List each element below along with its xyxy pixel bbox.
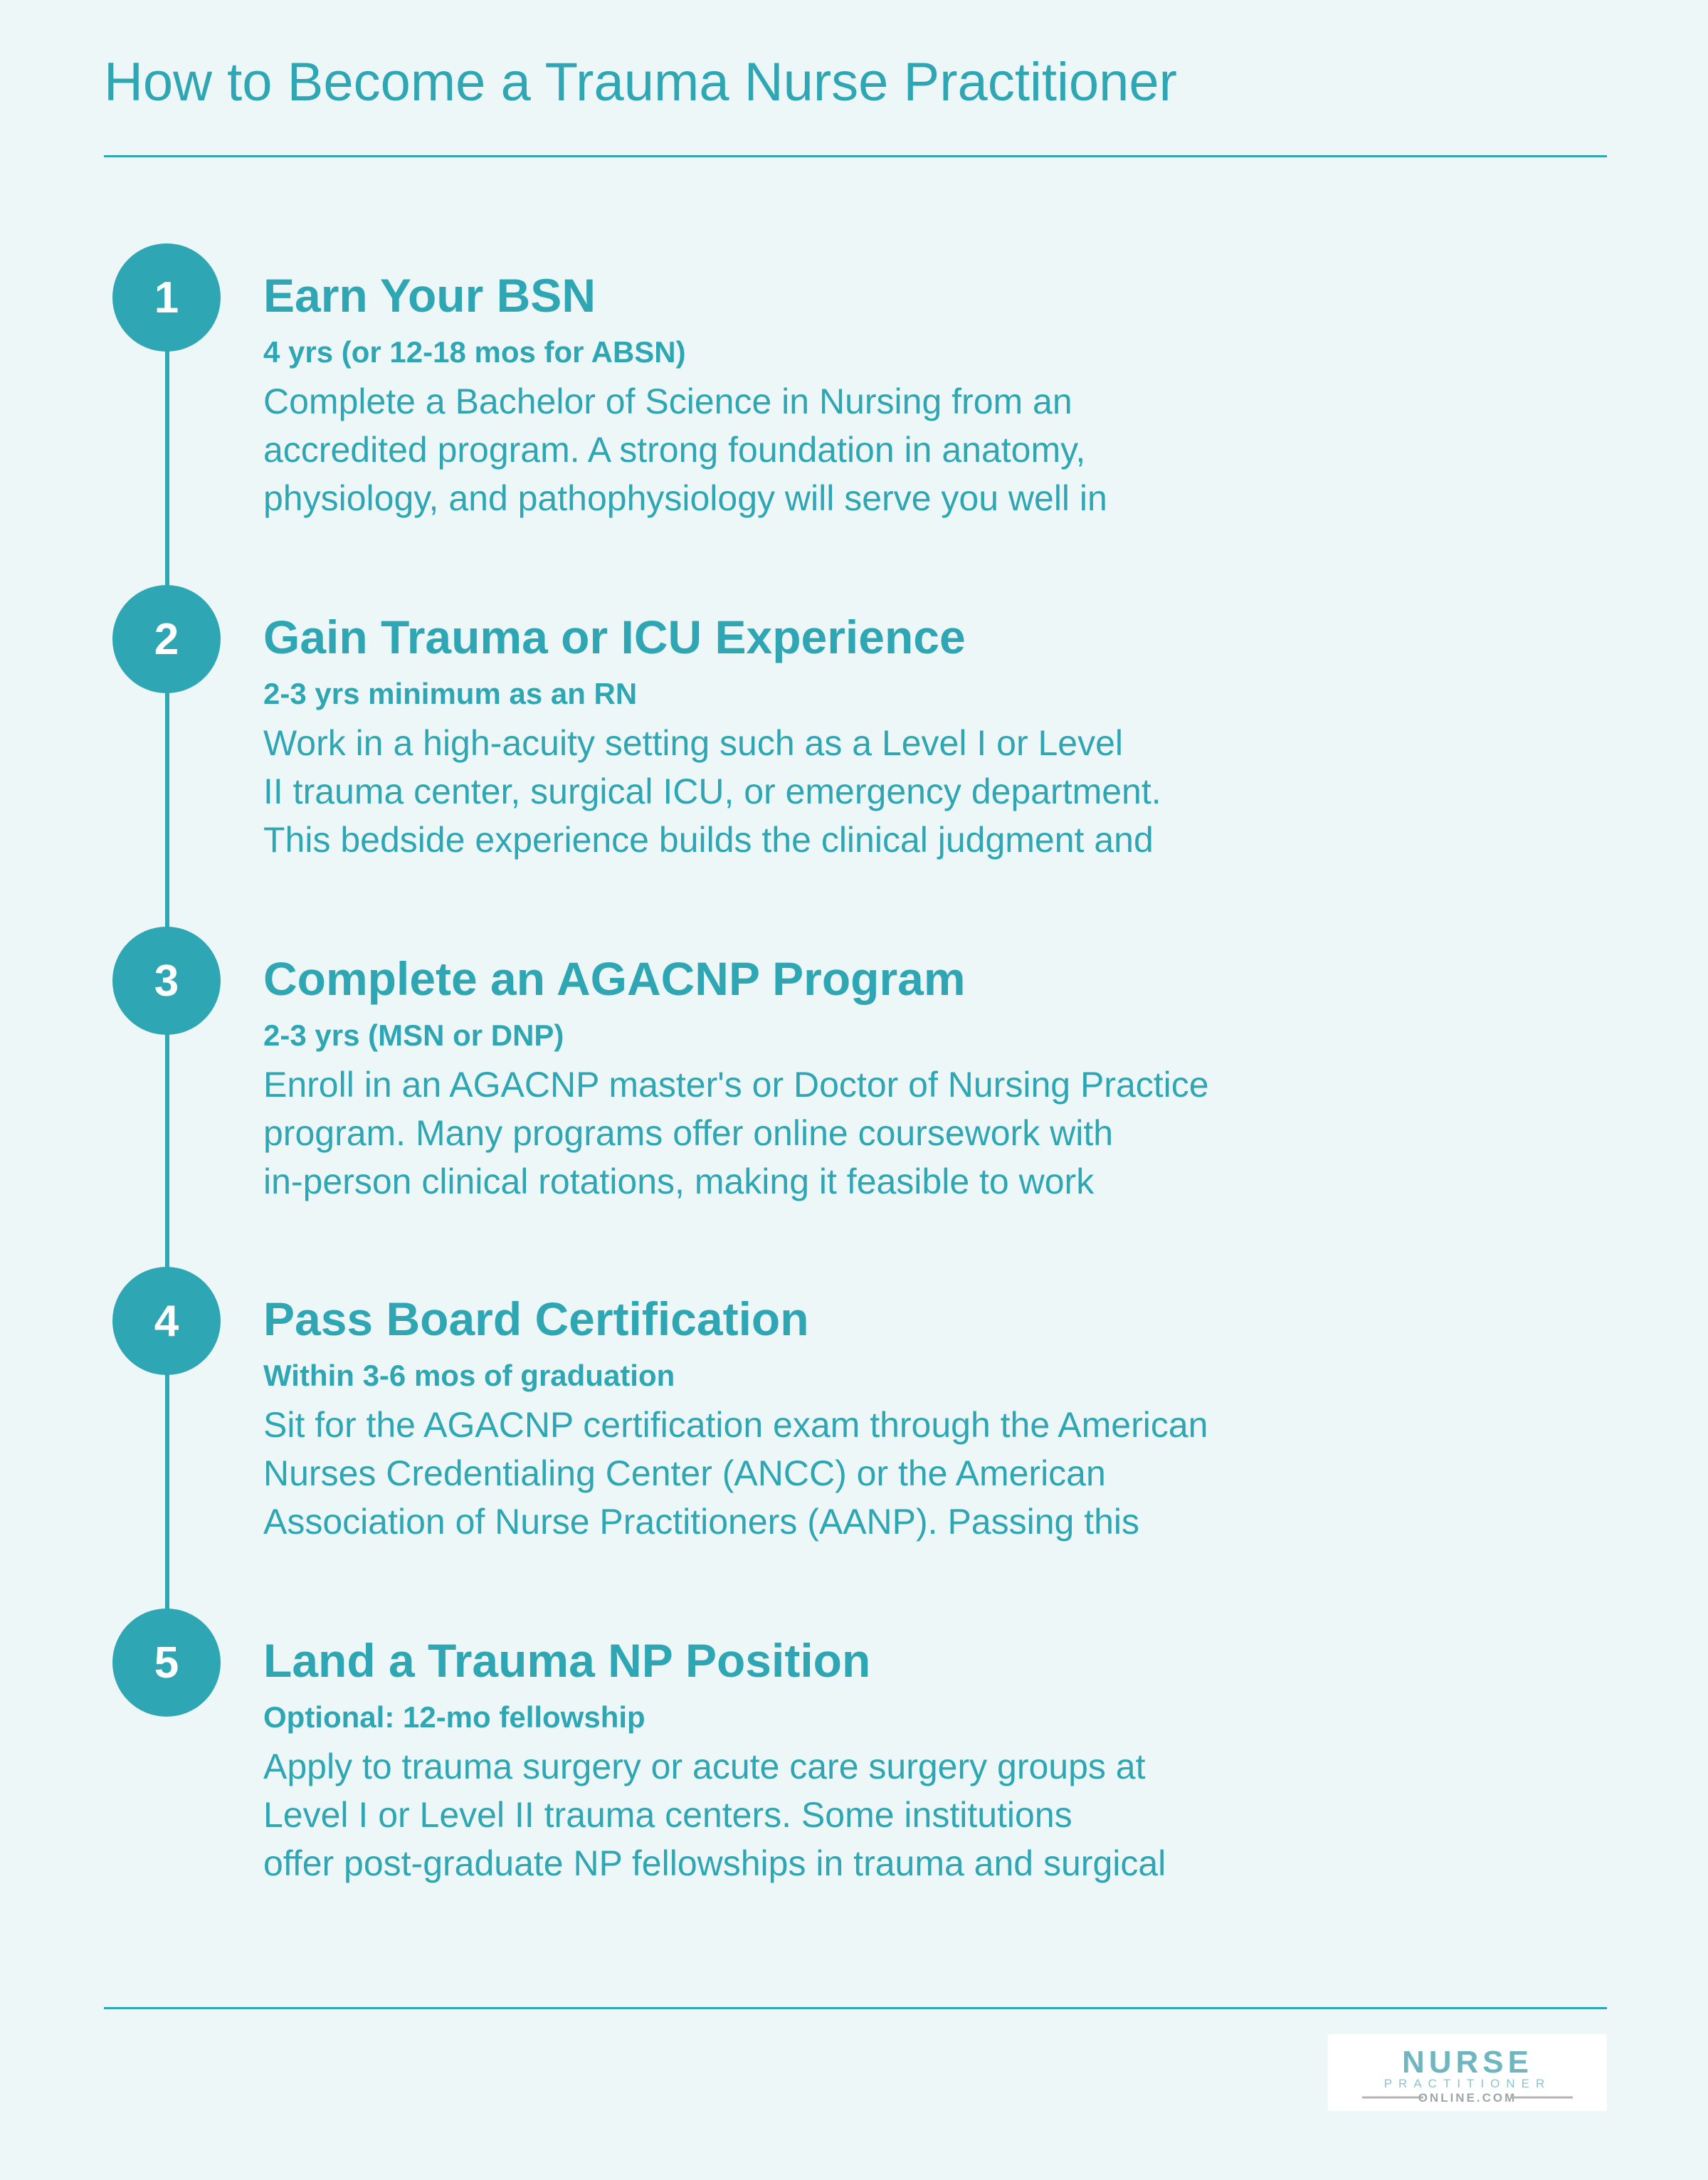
step-description-line: Level I or Level II trauma centers. Some institutions	[263, 1795, 1072, 1835]
step-description-line: This bedside experience builds the clinical judgment and	[263, 820, 1154, 860]
step-duration: 2-3 yrs minimum as an RN	[263, 677, 638, 710]
step-description	[263, 377, 1107, 522]
page-title: How to Become a Trauma Nurse Practitioner	[104, 52, 1177, 112]
step-title: Earn Your BSN	[263, 269, 596, 322]
step-number-badge: 3	[112, 927, 221, 1035]
step-description-line: in-person clinical rotations, making it feasible to work	[263, 1162, 1095, 1201]
step-number-badge: 5	[112, 1608, 221, 1717]
step-description-line: II trauma center, surgical ICU, or emergency department.	[263, 772, 1161, 811]
step-description-line: accredited program. A strong foundation in anatomy,	[263, 430, 1086, 470]
step-number-badge: 2	[112, 585, 221, 693]
step-description-line: program. Many programs offer online coursework with	[263, 1113, 1114, 1153]
footer-divider	[104, 2007, 1607, 2009]
logo-subtitle: PRACTITIONER	[1383, 2077, 1551, 2090]
step-number-badge: 4	[112, 1267, 221, 1375]
brand-logo	[1328, 2034, 1607, 2111]
step-duration: Within 3-6 mos of graduation	[263, 1359, 675, 1392]
step-description-line: Enroll in an AGACNP master's or Doctor of Nursing Practice	[263, 1065, 1209, 1105]
step-description	[263, 1742, 1166, 1887]
step-description-line: offer post-graduate NP fellowships in trauma and surgical	[263, 1843, 1166, 1883]
brand-logo-graphic	[1328, 2034, 1607, 2111]
step-description-line: physiology, and pathophysiology will serve you well in	[263, 478, 1107, 518]
step-description-line: Nurses Credentialing Center (ANCC) or the American	[263, 1453, 1106, 1493]
step-duration: Optional: 12-mo fellowship	[263, 1700, 645, 1734]
step-duration: 4 yrs (or 12-18 mos for ABSN)	[263, 335, 686, 369]
logo-domain: ONLINE.COM	[1418, 2091, 1517, 2105]
step-duration: 2-3 yrs (MSN or DNP)	[263, 1018, 564, 1052]
step-description	[263, 1060, 1209, 1206]
step-description	[263, 1401, 1208, 1546]
step-number-badge: 1	[112, 243, 221, 352]
step-description-line: Work in a high-acuity setting such as a Level I or Level	[263, 723, 1124, 763]
step-description-line: Apply to trauma surgery or acute care surgery groups at	[263, 1747, 1146, 1786]
step-title: Land a Trauma NP Position	[263, 1634, 871, 1687]
step-description-line: Complete a Bachelor of Science in Nursing from an	[263, 381, 1072, 421]
step-title: Pass Board Certification	[263, 1292, 809, 1345]
logo-wordmark: NURSE	[1401, 2045, 1534, 2080]
step-title: Complete an AGACNP Program	[263, 952, 966, 1005]
step-description-line: Association of Nurse Practitioners (AANP). Passing this	[263, 1502, 1140, 1542]
step-description	[263, 719, 1161, 864]
header-divider	[104, 155, 1607, 157]
step-description-line: Sit for the AGACNP certification exam through the American	[263, 1405, 1208, 1445]
step-title: Gain Trauma or ICU Experience	[263, 611, 966, 663]
